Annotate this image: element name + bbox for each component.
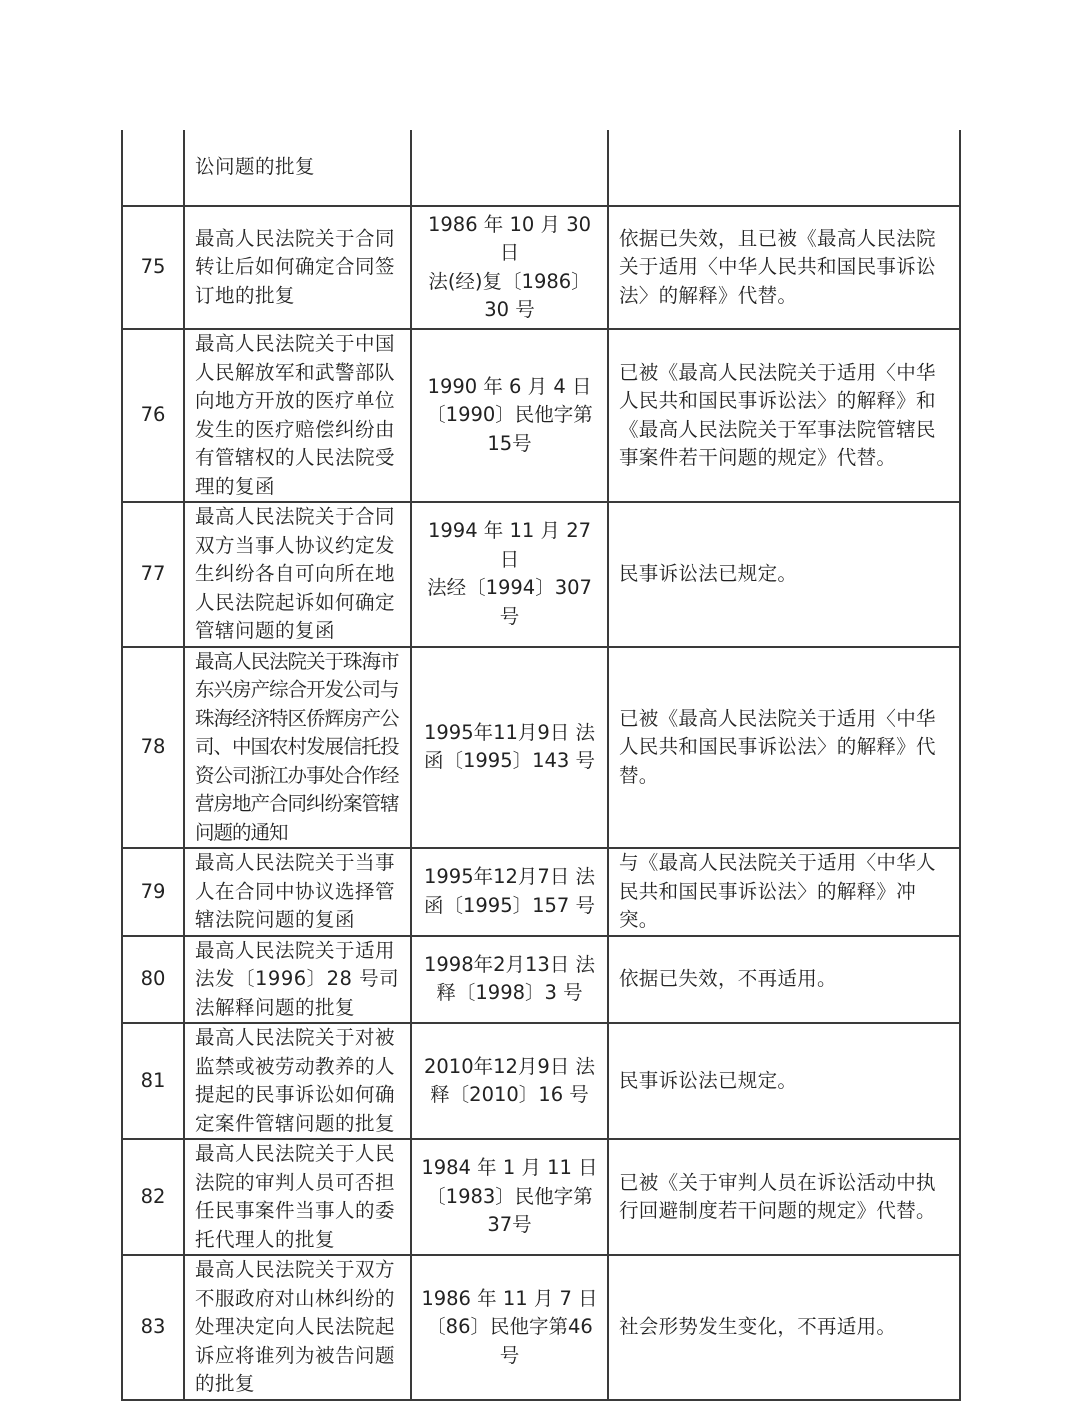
row-doc-date: 1998年2月13日 法	[423, 952, 596, 976]
row-reason-text: 社会形势发生变化，不再适用。	[619, 1315, 897, 1338]
row-doc-number: 法经〔1994〕307 号	[427, 576, 592, 628]
row-doc-date: 1994 年 11 月 27 日	[427, 519, 592, 571]
table-row	[122, 848, 960, 936]
row-number: 81	[122, 1023, 184, 1139]
row-doc-number: 函〔1995〕157 号	[423, 893, 596, 917]
table-row	[122, 329, 960, 502]
row-number: 76	[122, 329, 184, 502]
row-doc-cell	[411, 1255, 608, 1400]
row-doc-cell	[411, 206, 608, 329]
row-title-cell	[184, 1139, 411, 1255]
row-title-cell	[184, 647, 411, 849]
table-row	[122, 647, 960, 849]
row-number: 75	[122, 206, 184, 329]
row-doc-number: 〔86〕民他字第46号	[426, 1315, 593, 1367]
row-reason-text: 依据已失效，不再适用。	[619, 967, 837, 990]
row-reason-text: 民事诉讼法已规定。	[619, 562, 798, 585]
row-number: 77	[122, 502, 184, 647]
row-title-cell	[184, 936, 411, 1024]
row-doc-cell	[411, 502, 608, 647]
row-reason-text: 民事诉讼法已规定。	[619, 1068, 798, 1092]
row-reason-cell	[608, 1023, 960, 1139]
row-number: 80	[122, 936, 184, 1024]
row-title-text: 最高人民法院关于双方不服政府对山林纠纷的处理决定向人民法院起诉应将谁列为被告问题的批复	[195, 1258, 396, 1395]
row-title-text: 最高人民法院关于合同双方当事人协议约定发生纠纷各自可向所在地人民法院起诉如何确定管辖问题的复函	[195, 505, 396, 642]
row-reason-cell	[608, 206, 960, 329]
row-doc-date: 1984 年 1 月 11 日	[421, 1156, 598, 1180]
row-title-cell	[184, 206, 411, 329]
row-title-text: 最高人民法院关于人民法院的审判人员可否担任民事案件当事人的委托代理人的批复	[195, 1142, 396, 1251]
row-reason-cell	[608, 329, 960, 502]
row-doc-number: 释〔2010〕16 号	[430, 1083, 589, 1106]
row-doc-cell	[411, 130, 608, 206]
row-title-text: 最高人民法院关于合同转让后如何确定合同签订地的批复	[195, 226, 396, 307]
row-title-cell	[184, 848, 411, 936]
row-reason-cell	[608, 502, 960, 647]
row-doc-date: 1990 年 6 月 4 日	[427, 374, 592, 398]
row-title-cell	[184, 130, 411, 206]
row-reason-cell	[608, 848, 960, 936]
table-row	[122, 936, 960, 1024]
row-doc-cell	[411, 329, 608, 502]
row-reason-cell	[608, 647, 960, 849]
row-doc-cell	[411, 647, 608, 849]
row-number: 83	[122, 1255, 184, 1400]
table-row-continued	[122, 130, 960, 206]
row-reason-text: 已被《关于审判人员在诉讼活动中执行回避制度若干问题的规定》代替。	[619, 1170, 936, 1222]
row-doc-date: 1986 年 10 月 30 日	[427, 212, 592, 264]
row-title-text: 最高人民法院关于珠海市东兴房产综合开发公司与珠海经济特区侨辉房产公司、中国农村发展信托投资公司浙江办事处合作经营房地产合同纠纷案管辖问题的通知	[195, 649, 399, 844]
row-doc-cell	[411, 1139, 608, 1255]
row-reason-cell	[608, 130, 960, 206]
row-number: 79	[122, 848, 184, 936]
row-reason-cell	[608, 936, 960, 1024]
row-number: 82	[122, 1139, 184, 1255]
row-title-text: 最高人民法院关于对被监禁或被劳动教养的人提起的民事诉讼如何确定案件管辖问题的批复	[195, 1026, 396, 1135]
row-title-text: 最高人民法院关于适用法发〔1996〕28 号司法解释问题的批复	[195, 938, 400, 1019]
row-doc-date: 1995年11月9日 法	[423, 720, 596, 744]
table-row	[122, 1023, 960, 1139]
row-number-cell	[122, 130, 184, 206]
row-title-text: 最高人民法院关于当事人在合同中协议选择管辖法院问题的复函	[195, 851, 396, 931]
row-reason-cell	[608, 1255, 960, 1400]
row-doc-date: 2010年12月9日 法	[423, 1054, 596, 1078]
regulations-table	[121, 130, 961, 1401]
row-doc-date: 1986 年 11 月 7 日	[421, 1286, 598, 1310]
row-doc-cell	[411, 1023, 608, 1139]
table-row	[122, 1255, 960, 1400]
row-reason-text: 与《最高人民法院关于适用〈中华人民共和国民事诉讼法〉的解释》冲突。	[619, 851, 936, 931]
table-row	[122, 206, 960, 329]
row-reason-text: 已被《最高人民法院关于适用〈中华人民共和国民事诉讼法〉的解释》和《最高人民法院关于军事法院管辖民事案件若干问题的规定》代替。	[619, 360, 936, 469]
row-doc-cell	[411, 848, 608, 936]
table-row	[122, 502, 960, 647]
row-reason-text: 已被《最高人民法院关于适用〈中华人民共和国民事诉讼法〉的解释》代替。	[619, 706, 936, 787]
row-title-text: 最高人民法院关于中国人民解放军和武警部队向地方开放的医疗单位发生的医疗赔偿纠纷由有管辖权的人民法院受理的复函	[195, 332, 396, 498]
row-number: 78	[122, 647, 184, 849]
row-title-cell	[184, 1023, 411, 1139]
row-doc-number: 〔1983〕民他字第37号	[426, 1184, 593, 1237]
row-doc-number: 法(经)复〔1986〕30 号	[428, 269, 591, 321]
row-doc-cell	[411, 936, 608, 1024]
row-doc-date: 1995年12月7日 法	[423, 865, 596, 889]
row-title-cell	[184, 1255, 411, 1400]
row-reason-text: 依据已失效，且已被《最高人民法院关于适用〈中华人民共和国民事诉讼法〉的解释》代替。	[619, 226, 936, 307]
table-row	[122, 1139, 960, 1255]
row-doc-number: 〔1990〕民他字第15号	[426, 403, 593, 455]
row-doc-number: 函〔1995〕143 号	[423, 749, 596, 773]
row-title-text: 讼问题的批复	[195, 155, 316, 179]
row-title-cell	[184, 329, 411, 502]
row-title-cell	[184, 502, 411, 647]
row-doc-number: 释〔1998〕3 号	[436, 981, 583, 1005]
row-reason-cell	[608, 1139, 960, 1255]
